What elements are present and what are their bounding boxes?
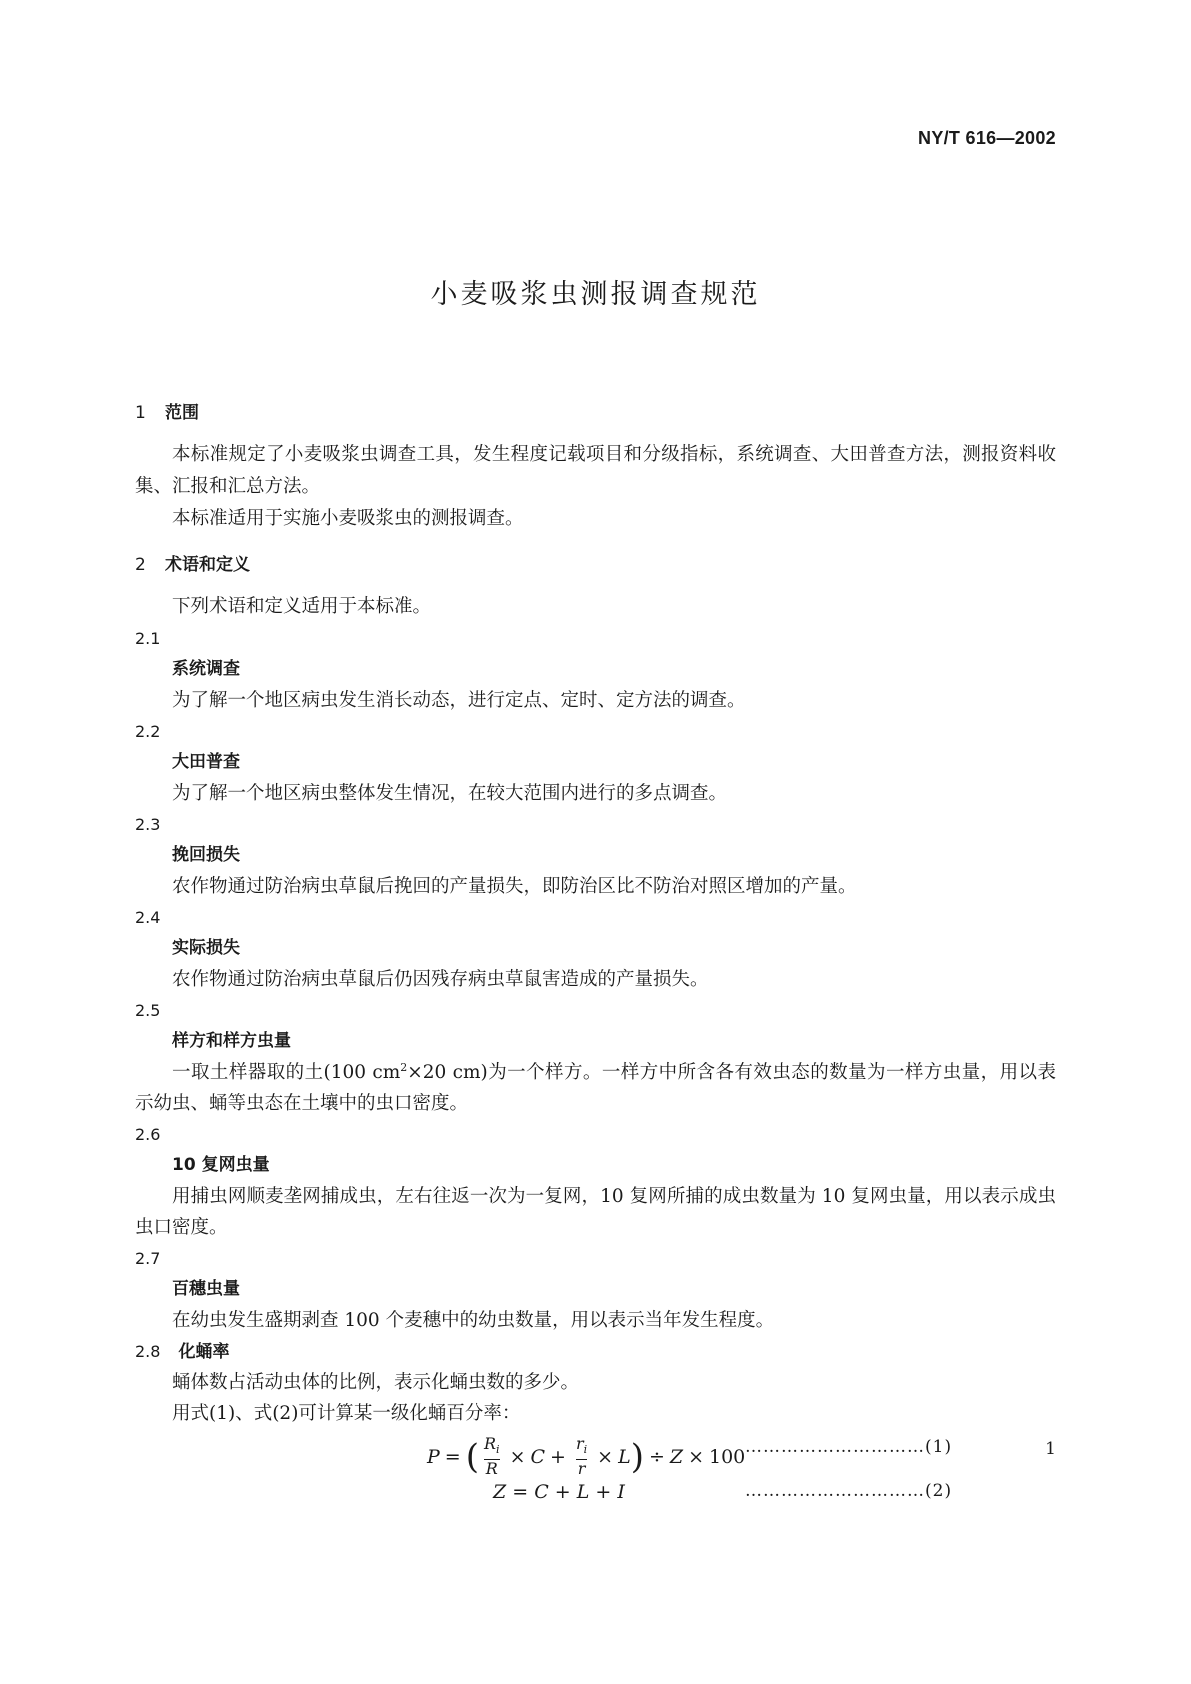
term-name: 样方和样方虫量 <box>172 1031 291 1051</box>
term-heading-inline <box>135 1336 1056 1367</box>
formula-operator: × <box>509 1445 526 1468</box>
left-paren: ( <box>465 1436 479 1477</box>
formula-symbol: P <box>427 1445 440 1468</box>
section-number: 1 <box>135 403 146 423</box>
term-number: 2.5 <box>135 1001 161 1020</box>
formula-operator: + <box>550 1445 566 1468</box>
term-definition: 为了解一个地区病虫整体发生情况，在较大范围内进行的多点调查。 <box>172 783 728 804</box>
page-number: 1 <box>1045 1439 1056 1459</box>
formula-operator: × <box>688 1445 704 1468</box>
right-paren: ) <box>630 1436 644 1477</box>
term-definition <box>135 1057 1056 1119</box>
formula-symbol: Z <box>669 1445 684 1468</box>
term-definition: 在幼虫发生盛期剥查 100 个麦穗中的幼虫数量，用以表示当年发生程度。 <box>172 1310 775 1331</box>
term-definition: 蛹体数占活动虫体的比例，表示化蛹虫数的多少。 <box>172 1372 580 1393</box>
formula-2: Z = C + L + I <box>493 1481 625 1503</box>
term-name: 挽回损失 <box>172 845 240 865</box>
formula-operator: × <box>597 1445 614 1468</box>
definition-text: ×20 cm)为一个样方。一样方中所含各有效虫态的数量为一样方虫量，用以表示幼虫、蛹等虫态在土壤中的虫口密度。 <box>135 1062 1056 1114</box>
term-name: 百穗虫量 <box>172 1279 240 1299</box>
term-name: 实际损失 <box>172 938 240 958</box>
document-title: 小麦吸浆虫测报调查规范 <box>430 279 761 310</box>
term-definition: 农作物通过防治病虫草鼠后仍因残存病虫草鼠害造成的产量损失。 <box>172 969 709 990</box>
formula-symbol: C <box>530 1445 546 1468</box>
equation-number-1: …………………………(1) <box>745 1437 953 1457</box>
term-number: 2.2 <box>135 722 161 741</box>
fraction-ri-over-r <box>574 1435 589 1478</box>
standard-code: NY/T 616—2002 <box>918 128 1056 148</box>
term-name: 10 复网虫量 <box>172 1155 270 1175</box>
formula-constant: 100 <box>709 1445 746 1468</box>
term-definition: 农作物通过防治病虫草鼠后挽回的产量损失，即防治区比不防治对照区增加的产量。 <box>172 876 857 897</box>
term-name: 系统调查 <box>172 659 240 679</box>
section-title: 术语和定义 <box>165 555 250 575</box>
term-number: 2.4 <box>135 908 161 927</box>
denominator: r <box>577 1459 586 1479</box>
term-number: 2.7 <box>135 1249 161 1268</box>
section-title: 范围 <box>165 403 199 423</box>
document-body <box>135 393 1056 1513</box>
equation-number-2: …………………………(2) <box>745 1481 953 1501</box>
term-number: 2.8 <box>135 1342 161 1361</box>
numerator: $R_i$ <box>483 1434 500 1457</box>
denominator: R <box>485 1459 498 1479</box>
section-1-heading <box>135 393 1056 433</box>
scope-paragraph: 本标准规定了小麦吸浆虫调查工具，发生程度记载项目和分级指标，系统调查、大田普查方法，测报资料收集、汇报和汇总方法。 <box>135 444 1056 497</box>
formula-2-row <box>135 1477 1056 1513</box>
term-number: 2.6 <box>135 1125 161 1144</box>
term-definition: 为了解一个地区病虫发生消长动态，进行定点、定时、定方法的调查。 <box>172 690 746 711</box>
section-number: 2 <box>135 555 146 575</box>
fraction-Ri-over-R <box>482 1435 502 1478</box>
formula-1 <box>427 1435 745 1478</box>
formula-intro: 用式(1)、式(2)可计算某一级化蛹百分率： <box>172 1403 521 1424</box>
definition-text: 一取土样器取的土(100 cm <box>172 1062 401 1083</box>
term-definition: 用捕虫网顺麦垄网捕成虫，左右往返一次为一复网，10 复网所捕的成虫数量为 10 复网虫量，用以表示成虫虫口密度。 <box>135 1186 1056 1238</box>
formula-operator: ÷ <box>648 1445 665 1468</box>
formula-symbol: L <box>618 1445 631 1468</box>
terms-intro: 下列术语和定义适用于本标准。 <box>172 596 432 617</box>
superscript: 2 <box>400 1060 408 1074</box>
formula-operator: = <box>444 1445 461 1468</box>
term-name: 化蛹率 <box>178 1342 230 1362</box>
term-name: 大田普查 <box>172 752 240 772</box>
formula-1-row <box>135 1429 1056 1477</box>
term-number: 2.3 <box>135 815 161 834</box>
term-number: 2.1 <box>135 629 161 648</box>
numerator: $r_i$ <box>575 1434 588 1457</box>
section-2-heading <box>135 545 1056 585</box>
scope-paragraph: 本标准适用于实施小麦吸浆虫的测报调查。 <box>172 508 524 529</box>
